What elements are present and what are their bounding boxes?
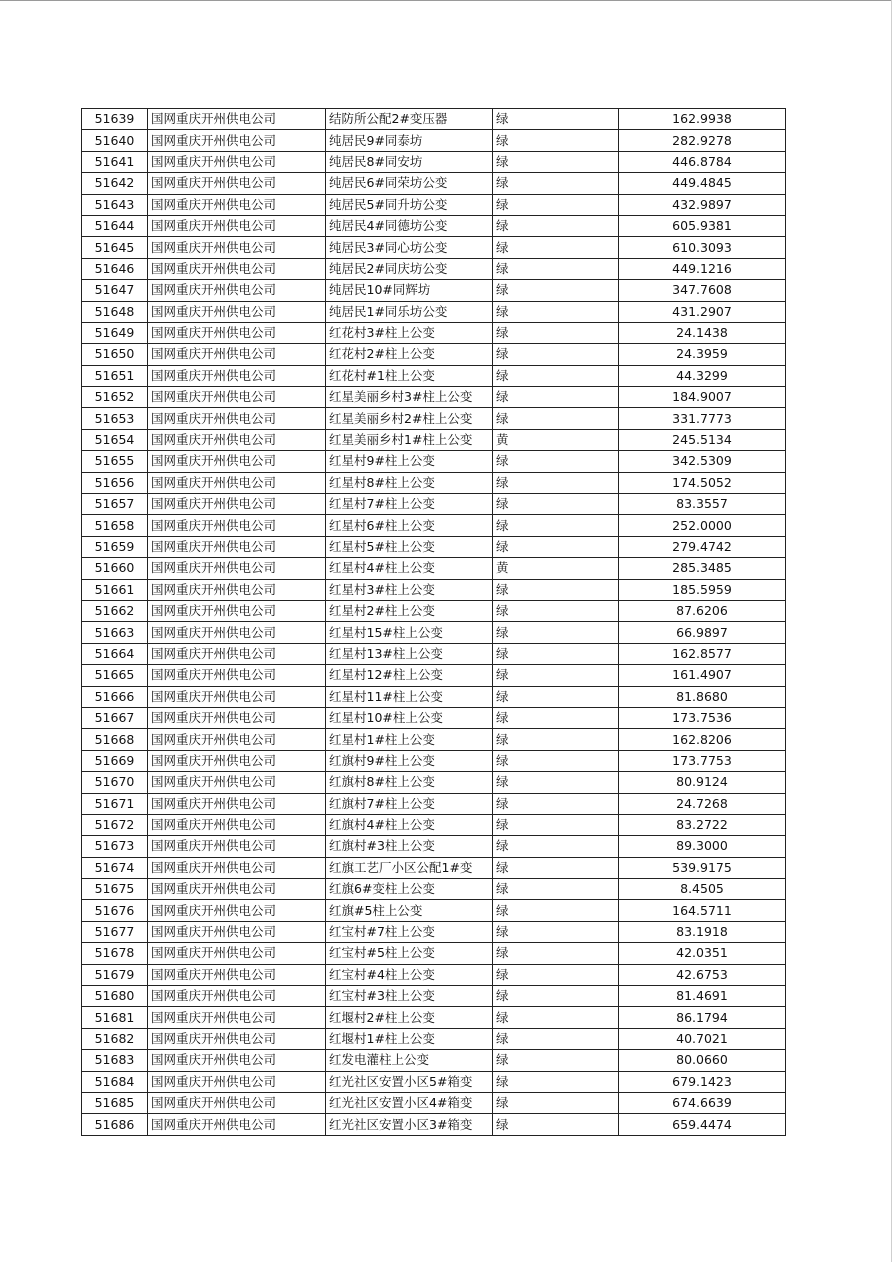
value-cell: 83.2722 [619,814,786,835]
status-cell: 黄 [493,558,619,579]
row-id-cell: 51668 [82,729,148,750]
company-cell: 国网重庆开州供电公司 [148,665,326,686]
company-cell: 国网重庆开州供电公司 [148,879,326,900]
row-id-cell: 51651 [82,365,148,386]
table-row [82,921,786,942]
transformer-name-cell: 红光社区安置小区4#箱变 [326,1092,493,1113]
company-cell: 国网重庆开州供电公司 [148,772,326,793]
table-row [82,1092,786,1113]
table-row [82,814,786,835]
status-cell: 绿 [493,1007,619,1028]
status-cell: 绿 [493,1028,619,1049]
transformer-name-cell: 红发电灌柱上公变 [326,1050,493,1071]
value-cell: 252.0000 [619,515,786,536]
transformer-name-cell: 红旗村7#柱上公变 [326,793,493,814]
company-cell: 国网重庆开州供电公司 [148,643,326,664]
company-cell: 国网重庆开州供电公司 [148,387,326,408]
value-cell: 431.2907 [619,301,786,322]
transformer-name-cell: 红光社区安置小区3#箱变 [326,1114,493,1135]
company-cell: 国网重庆开州供电公司 [148,536,326,557]
table-row [82,1071,786,1092]
transformer-name-cell: 红星村5#柱上公变 [326,536,493,557]
row-id-cell: 51644 [82,215,148,236]
value-cell: 162.8206 [619,729,786,750]
company-cell: 国网重庆开州供电公司 [148,600,326,621]
row-id-cell: 51640 [82,130,148,151]
status-cell: 绿 [493,921,619,942]
row-id-cell: 51685 [82,1092,148,1113]
company-cell: 国网重庆开州供电公司 [148,964,326,985]
table-row [82,665,786,686]
transformer-name-cell: 红宝村#5柱上公变 [326,943,493,964]
table-row [82,964,786,985]
row-id-cell: 51648 [82,301,148,322]
row-id-cell: 51641 [82,151,148,172]
company-cell: 国网重庆开州供电公司 [148,173,326,194]
company-cell: 国网重庆开州供电公司 [148,408,326,429]
value-cell: 42.6753 [619,964,786,985]
table-row [82,109,786,130]
row-id-cell: 51645 [82,237,148,258]
transformer-name-cell: 纯居民10#同辉坊 [326,280,493,301]
table-row [82,301,786,322]
status-cell: 绿 [493,579,619,600]
transformer-name-cell: 红旗#5柱上公变 [326,900,493,921]
row-id-cell: 51671 [82,793,148,814]
value-cell: 446.8784 [619,151,786,172]
table-row [82,900,786,921]
transformer-name-cell: 红星村12#柱上公变 [326,665,493,686]
company-cell: 国网重庆开州供电公司 [148,1071,326,1092]
company-cell: 国网重庆开州供电公司 [148,622,326,643]
transformer-name-cell: 纯居民4#同德坊公变 [326,215,493,236]
company-cell: 国网重庆开州供电公司 [148,280,326,301]
status-cell: 绿 [493,707,619,728]
status-cell: 绿 [493,408,619,429]
company-cell: 国网重庆开州供电公司 [148,1050,326,1071]
value-cell: 449.4845 [619,173,786,194]
value-cell: 80.9124 [619,772,786,793]
status-cell: 绿 [493,173,619,194]
company-cell: 国网重庆开州供电公司 [148,429,326,450]
transformer-name-cell: 纯居民8#同安坊 [326,151,493,172]
transformer-name-cell: 红宝村#7柱上公变 [326,921,493,942]
status-cell: 绿 [493,280,619,301]
company-cell: 国网重庆开州供电公司 [148,1114,326,1135]
company-cell: 国网重庆开州供电公司 [148,1092,326,1113]
row-id-cell: 51678 [82,943,148,964]
table-row [82,536,786,557]
status-cell: 绿 [493,387,619,408]
row-id-cell: 51657 [82,494,148,515]
company-cell: 国网重庆开州供电公司 [148,451,326,472]
value-cell: 83.1918 [619,921,786,942]
row-id-cell: 51664 [82,643,148,664]
value-cell: 162.8577 [619,643,786,664]
status-cell: 绿 [493,1114,619,1135]
status-cell: 绿 [493,194,619,215]
value-cell: 432.9897 [619,194,786,215]
transformer-name-cell: 红星村15#柱上公变 [326,622,493,643]
transformer-name-cell: 红星村13#柱上公变 [326,643,493,664]
table-row [82,600,786,621]
transformer-name-cell: 纯居民2#同庆坊公变 [326,258,493,279]
company-cell: 国网重庆开州供电公司 [148,686,326,707]
status-cell: 绿 [493,750,619,771]
status-cell: 绿 [493,344,619,365]
status-cell: 绿 [493,665,619,686]
table-row [82,1028,786,1049]
status-cell: 绿 [493,600,619,621]
row-id-cell: 51665 [82,665,148,686]
company-cell: 国网重庆开州供电公司 [148,258,326,279]
transformer-name-cell: 红星美丽乡村3#柱上公变 [326,387,493,408]
transformer-name-cell: 纯居民5#同升坊公变 [326,194,493,215]
status-cell: 绿 [493,151,619,172]
value-cell: 44.3299 [619,365,786,386]
transformer-name-cell: 红星村9#柱上公变 [326,451,493,472]
table-row [82,986,786,1007]
table-row [82,836,786,857]
row-id-cell: 51642 [82,173,148,194]
row-id-cell: 51656 [82,472,148,493]
row-id-cell: 51663 [82,622,148,643]
table-row [82,943,786,964]
value-cell: 282.9278 [619,130,786,151]
status-cell: 绿 [493,109,619,130]
company-cell: 国网重庆开州供电公司 [148,921,326,942]
transformer-name-cell: 红光社区安置小区5#箱变 [326,1071,493,1092]
company-cell: 国网重庆开州供电公司 [148,215,326,236]
table-row [82,344,786,365]
transformer-name-cell: 红星美丽乡村2#柱上公变 [326,408,493,429]
company-cell: 国网重庆开州供电公司 [148,857,326,878]
value-cell: 66.9897 [619,622,786,643]
status-cell: 绿 [493,536,619,557]
value-cell: 331.7773 [619,408,786,429]
table-row [82,579,786,600]
company-cell: 国网重庆开州供电公司 [148,900,326,921]
table-row [82,194,786,215]
value-cell: 342.5309 [619,451,786,472]
transformer-name-cell: 结防所公配2#变压器 [326,109,493,130]
table-row [82,857,786,878]
company-cell: 国网重庆开州供电公司 [148,151,326,172]
status-cell: 绿 [493,515,619,536]
row-id-cell: 51666 [82,686,148,707]
status-cell: 绿 [493,1092,619,1113]
row-id-cell: 51654 [82,429,148,450]
row-id-cell: 51655 [82,451,148,472]
value-cell: 40.7021 [619,1028,786,1049]
status-cell: 绿 [493,258,619,279]
transformer-name-cell: 红星村11#柱上公变 [326,686,493,707]
company-cell: 国网重庆开州供电公司 [148,322,326,343]
table-row [82,643,786,664]
value-cell: 42.0351 [619,943,786,964]
transformer-name-cell: 红宝村#3柱上公变 [326,986,493,1007]
row-id-cell: 51661 [82,579,148,600]
company-cell: 国网重庆开州供电公司 [148,814,326,835]
value-cell: 162.9938 [619,109,786,130]
transformer-name-cell: 红星村4#柱上公变 [326,558,493,579]
row-id-cell: 51672 [82,814,148,835]
table-row [82,280,786,301]
status-cell: 绿 [493,900,619,921]
row-id-cell: 51675 [82,879,148,900]
row-id-cell: 51680 [82,986,148,1007]
table-row [82,729,786,750]
status-cell: 绿 [493,322,619,343]
status-cell: 绿 [493,1050,619,1071]
value-cell: 164.5711 [619,900,786,921]
table-row [82,173,786,194]
row-id-cell: 51660 [82,558,148,579]
row-id-cell: 51683 [82,1050,148,1071]
transformer-name-cell: 红堰村2#柱上公变 [326,1007,493,1028]
status-cell: 绿 [493,643,619,664]
row-id-cell: 51658 [82,515,148,536]
row-id-cell: 51676 [82,900,148,921]
table-row [82,387,786,408]
table-row [82,707,786,728]
status-cell: 绿 [493,130,619,151]
status-cell: 绿 [493,365,619,386]
table-row [82,429,786,450]
status-cell: 绿 [493,793,619,814]
row-id-cell: 51674 [82,857,148,878]
transformer-name-cell: 红旗村4#柱上公变 [326,814,493,835]
transformer-name-cell: 红星美丽乡村1#柱上公变 [326,429,493,450]
table-row [82,1007,786,1028]
transformer-name-cell: 红星村10#柱上公变 [326,707,493,728]
value-cell: 89.3000 [619,836,786,857]
row-id-cell: 51669 [82,750,148,771]
value-cell: 185.5959 [619,579,786,600]
transformer-name-cell: 红堰村1#柱上公变 [326,1028,493,1049]
company-cell: 国网重庆开州供电公司 [148,472,326,493]
table-row [82,494,786,515]
company-cell: 国网重庆开州供电公司 [148,515,326,536]
company-cell: 国网重庆开州供电公司 [148,301,326,322]
row-id-cell: 51650 [82,344,148,365]
row-id-cell: 51682 [82,1028,148,1049]
company-cell: 国网重庆开州供电公司 [148,558,326,579]
company-cell: 国网重庆开州供电公司 [148,194,326,215]
table-row [82,772,786,793]
status-cell: 绿 [493,622,619,643]
value-cell: 87.6206 [619,600,786,621]
value-cell: 86.1794 [619,1007,786,1028]
value-cell: 347.7608 [619,280,786,301]
transformer-name-cell: 纯居民6#同荣坊公变 [326,173,493,194]
row-id-cell: 51670 [82,772,148,793]
value-cell: 659.4474 [619,1114,786,1135]
row-id-cell: 51667 [82,707,148,728]
table-row [82,515,786,536]
value-cell: 184.9007 [619,387,786,408]
status-cell: 绿 [493,814,619,835]
value-cell: 24.7268 [619,793,786,814]
value-cell: 161.4907 [619,665,786,686]
status-cell: 绿 [493,857,619,878]
value-cell: 81.8680 [619,686,786,707]
transformer-name-cell: 纯居民1#同乐坊公变 [326,301,493,322]
row-id-cell: 51652 [82,387,148,408]
table-row [82,130,786,151]
company-cell: 国网重庆开州供电公司 [148,750,326,771]
company-cell: 国网重庆开州供电公司 [148,943,326,964]
row-id-cell: 51646 [82,258,148,279]
value-cell: 539.9175 [619,857,786,878]
data-table [81,108,786,1136]
company-cell: 国网重庆开州供电公司 [148,986,326,1007]
status-cell: 绿 [493,836,619,857]
table-row [82,1050,786,1071]
status-cell: 绿 [493,964,619,985]
value-cell: 80.0660 [619,1050,786,1071]
table-row [82,558,786,579]
transformer-name-cell: 红旗村8#柱上公变 [326,772,493,793]
status-cell: 绿 [493,451,619,472]
row-id-cell: 51639 [82,109,148,130]
table-row [82,879,786,900]
table-row [82,365,786,386]
row-id-cell: 51647 [82,280,148,301]
table-row [82,622,786,643]
transformer-name-cell: 纯居民3#同心坊公变 [326,237,493,258]
transformer-name-cell: 红旗6#变柱上公变 [326,879,493,900]
value-cell: 610.3093 [619,237,786,258]
table-row [82,686,786,707]
transformer-name-cell: 红星村6#柱上公变 [326,515,493,536]
value-cell: 83.3557 [619,494,786,515]
row-id-cell: 51681 [82,1007,148,1028]
transformer-name-cell: 红星村3#柱上公变 [326,579,493,600]
table-row [82,258,786,279]
company-cell: 国网重庆开州供电公司 [148,365,326,386]
transformer-name-cell: 红花村2#柱上公变 [326,344,493,365]
value-cell: 679.1423 [619,1071,786,1092]
transformer-name-cell: 红旗村9#柱上公变 [326,750,493,771]
row-id-cell: 51649 [82,322,148,343]
row-id-cell: 51643 [82,194,148,215]
status-cell: 绿 [493,943,619,964]
status-cell: 绿 [493,729,619,750]
status-cell: 绿 [493,772,619,793]
table-row [82,1114,786,1135]
company-cell: 国网重庆开州供电公司 [148,109,326,130]
table-row [82,237,786,258]
row-id-cell: 51677 [82,921,148,942]
transformer-name-cell: 红星村8#柱上公变 [326,472,493,493]
row-id-cell: 51653 [82,408,148,429]
table-row [82,472,786,493]
value-cell: 173.7753 [619,750,786,771]
status-cell: 绿 [493,494,619,515]
company-cell: 国网重庆开州供电公司 [148,237,326,258]
value-cell: 245.5134 [619,429,786,450]
company-cell: 国网重庆开州供电公司 [148,1007,326,1028]
value-cell: 174.5052 [619,472,786,493]
row-id-cell: 51684 [82,1071,148,1092]
row-id-cell: 51659 [82,536,148,557]
value-cell: 24.1438 [619,322,786,343]
value-cell: 449.1216 [619,258,786,279]
value-cell: 24.3959 [619,344,786,365]
transformer-name-cell: 红旗工艺厂小区公配1#变 [326,857,493,878]
company-cell: 国网重庆开州供电公司 [148,729,326,750]
value-cell: 285.3485 [619,558,786,579]
transformer-name-cell: 红星村7#柱上公变 [326,494,493,515]
page-top-border [0,0,892,1]
company-cell: 国网重庆开州供电公司 [148,1028,326,1049]
status-cell: 绿 [493,472,619,493]
company-cell: 国网重庆开州供电公司 [148,793,326,814]
value-cell: 605.9381 [619,215,786,236]
row-id-cell: 51679 [82,964,148,985]
status-cell: 绿 [493,215,619,236]
table-row [82,215,786,236]
company-cell: 国网重庆开州供电公司 [148,494,326,515]
table-row [82,451,786,472]
company-cell: 国网重庆开州供电公司 [148,579,326,600]
company-cell: 国网重庆开州供电公司 [148,707,326,728]
status-cell: 绿 [493,237,619,258]
row-id-cell: 51686 [82,1114,148,1135]
table-body [82,109,786,1136]
table-row [82,408,786,429]
company-cell: 国网重庆开州供电公司 [148,836,326,857]
status-cell: 绿 [493,879,619,900]
table-row [82,322,786,343]
status-cell: 绿 [493,986,619,1007]
status-cell: 绿 [493,301,619,322]
value-cell: 279.4742 [619,536,786,557]
status-cell: 绿 [493,686,619,707]
transformer-name-cell: 红星村1#柱上公变 [326,729,493,750]
row-id-cell: 51662 [82,600,148,621]
transformer-name-cell: 红星村2#柱上公变 [326,600,493,621]
value-cell: 8.4505 [619,879,786,900]
table-row [82,151,786,172]
transformer-name-cell: 红花村#1柱上公变 [326,365,493,386]
company-cell: 国网重庆开州供电公司 [148,344,326,365]
status-cell: 黄 [493,429,619,450]
value-cell: 173.7536 [619,707,786,728]
company-cell: 国网重庆开州供电公司 [148,130,326,151]
table-row [82,793,786,814]
transformer-name-cell: 纯居民9#同泰坊 [326,130,493,151]
transformer-name-cell: 红宝村#4柱上公变 [326,964,493,985]
table-row [82,750,786,771]
transformer-name-cell: 红花村3#柱上公变 [326,322,493,343]
value-cell: 81.4691 [619,986,786,1007]
transformer-name-cell: 红旗村#3柱上公变 [326,836,493,857]
status-cell: 绿 [493,1071,619,1092]
row-id-cell: 51673 [82,836,148,857]
value-cell: 674.6639 [619,1092,786,1113]
